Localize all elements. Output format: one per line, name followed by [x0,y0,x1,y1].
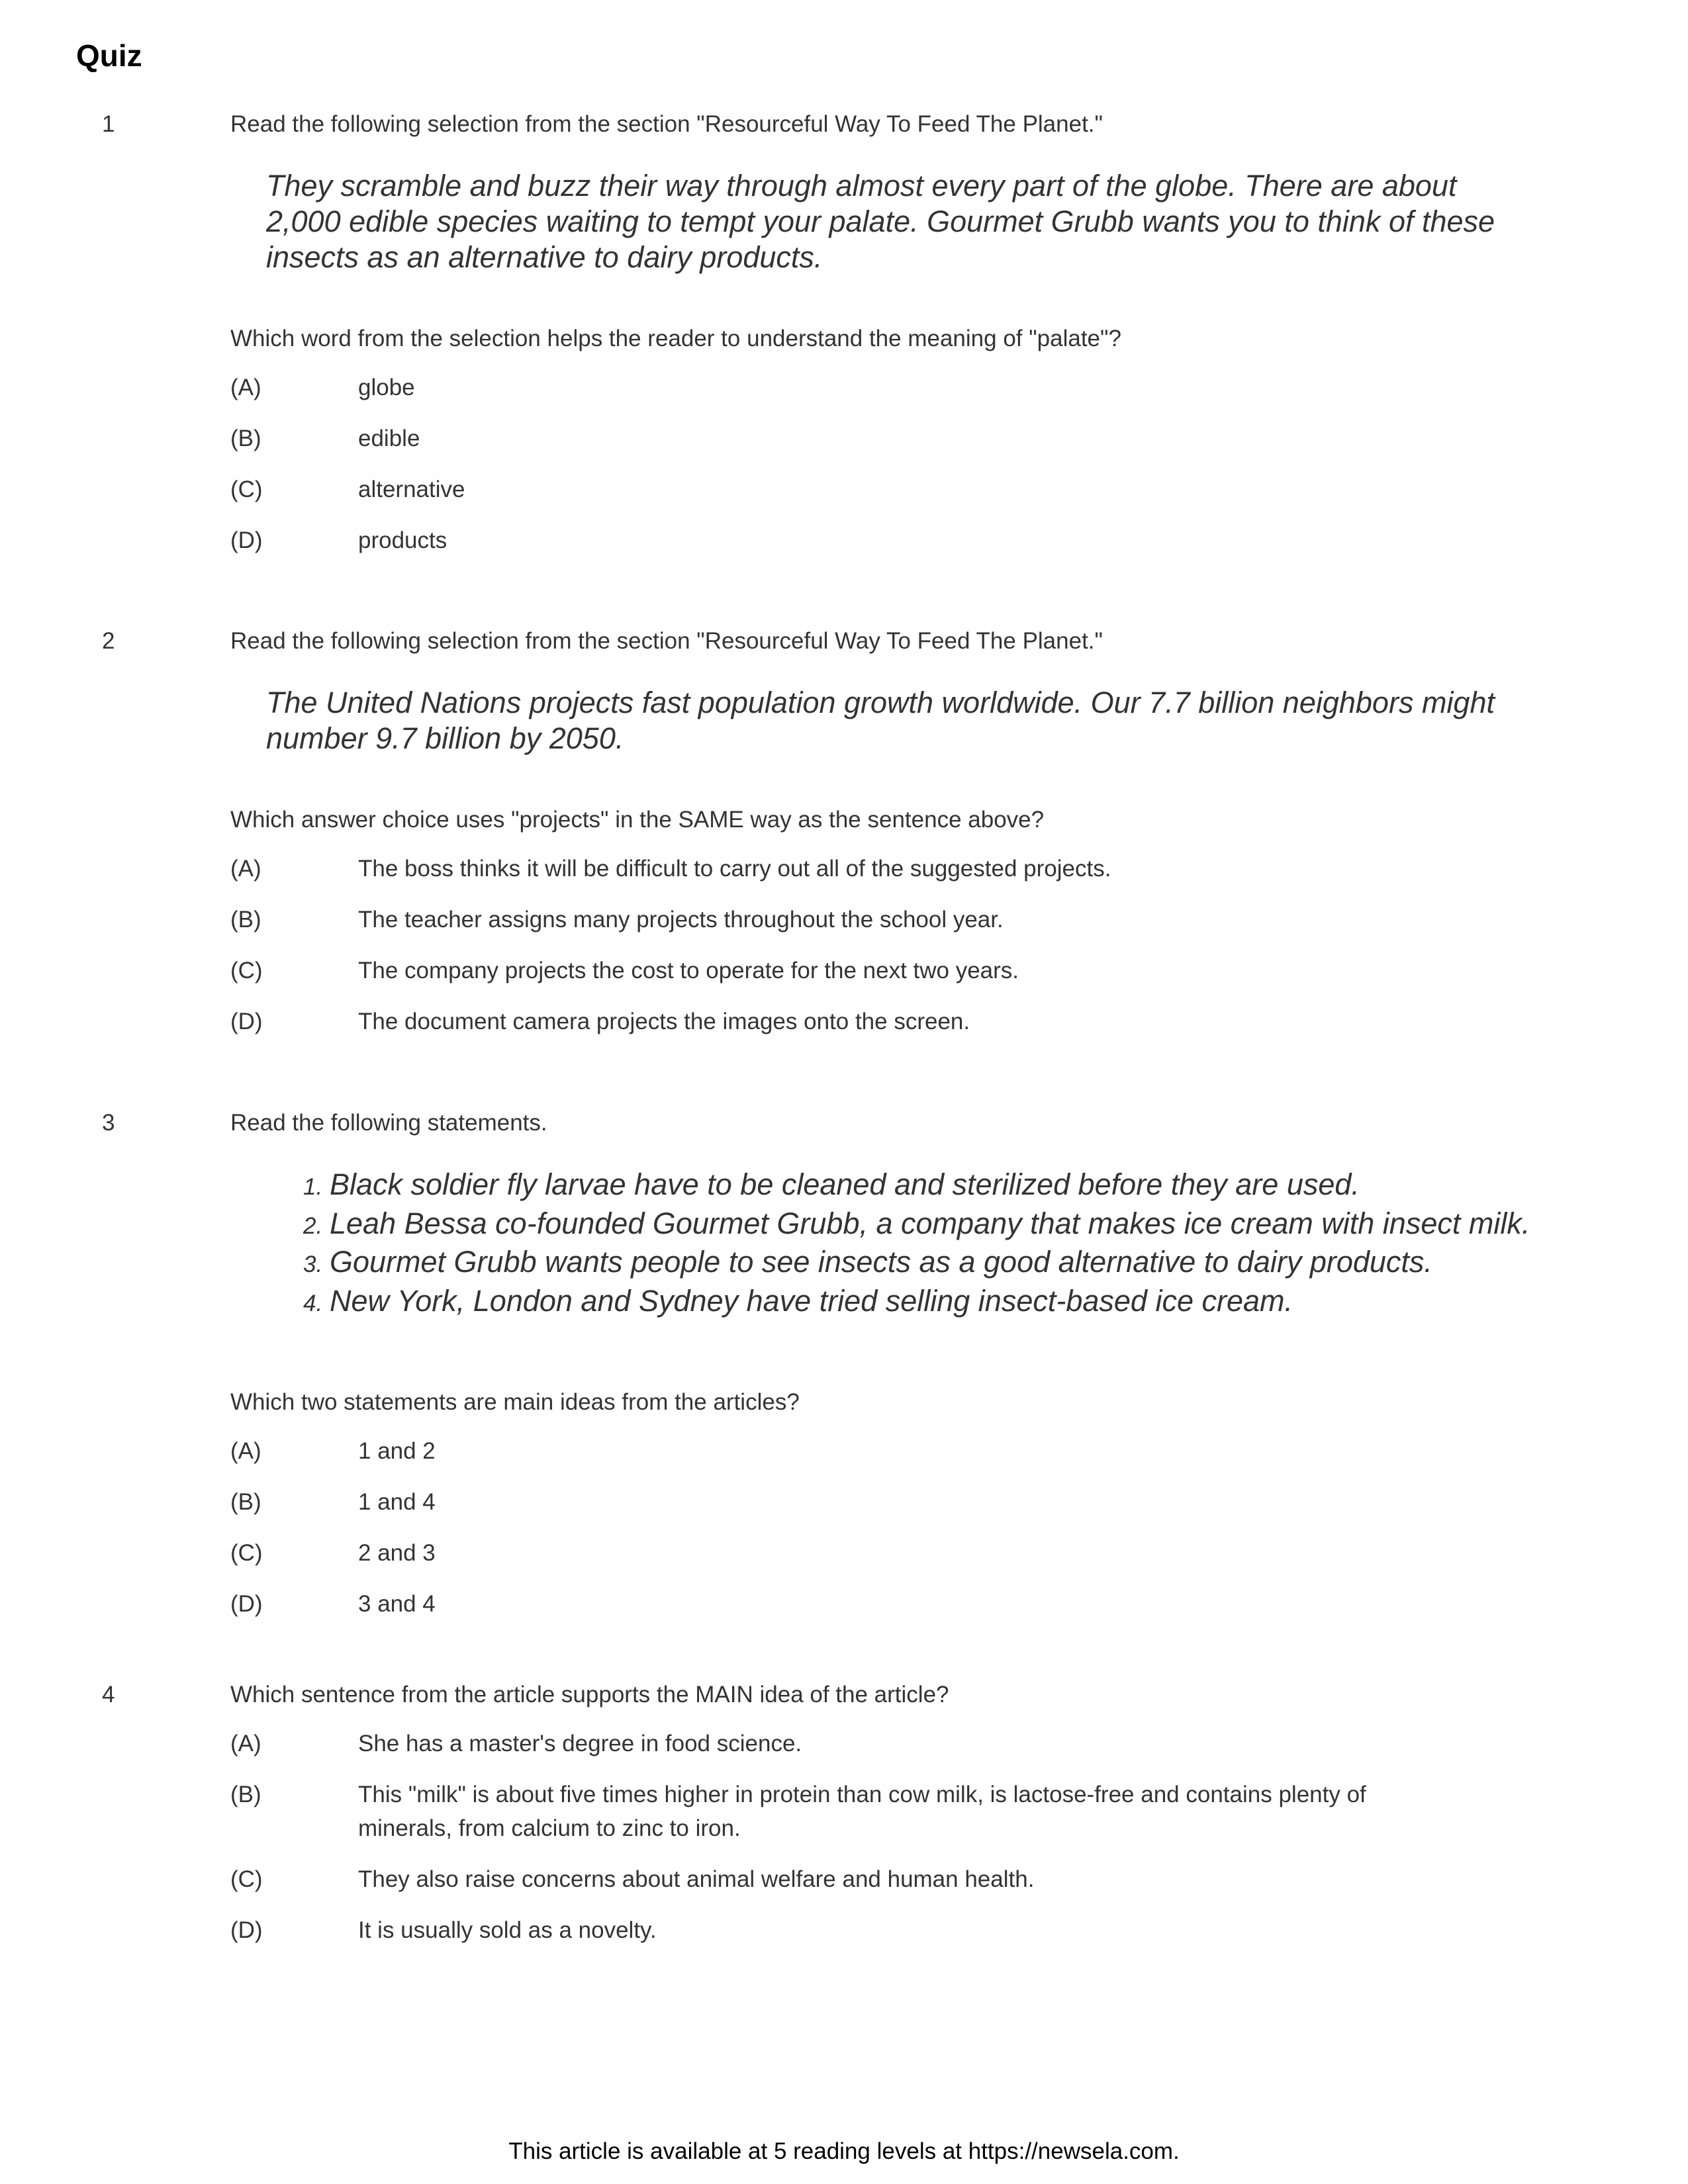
page-title: Quiz [76,38,142,73]
statement-number: 4. [303,1290,323,1316]
answer-choice-c[interactable] [230,1536,1488,1570]
answer-choice-a[interactable] [230,1434,1488,1468]
choice-letter: (A) [230,1731,261,1756]
passage-excerpt: The United Nations projects fast population growth worldwide. Our 7.7 billion neighbors might number 9.7 billion by 2050. [266,686,1495,755]
question-number: 3 [102,1110,115,1136]
choice-text: The document camera projects the images onto the screen. [358,1009,970,1034]
choice-letter: (A) [230,856,261,882]
question-body [230,627,1495,1038]
choice-text: 3 and 4 [358,1591,436,1617]
choice-letter: (A) [230,1438,261,1464]
answer-choices [230,1727,1488,1947]
statement-text: Gourmet Grubb wants people to see insects as a good alternative to dairy products. [330,1245,1432,1279]
choice-letter: (D) [230,527,263,553]
choice-letter: (D) [230,1009,263,1034]
choice-text: They also raise concerns about animal welfare and human health. [358,1866,1035,1892]
statement-item [303,1244,1488,1283]
question-body [230,110,1495,557]
answer-choices [230,1434,1488,1621]
question-text: Which answer choice uses "projects" in the SAME way as the sentence above? [230,807,1045,833]
answer-choice-d[interactable] [230,523,1488,557]
passage-excerpt: They scramble and buzz their way through almost every part of the globe. There are about 2,000 edible species waiting to tempt your palate. Gourmet Grubb wants you to think of these insects as an alternative to dairy products. [266,169,1495,274]
choice-letter: (B) [230,1782,261,1807]
choice-text: edible [358,426,420,451]
answer-choice-b[interactable] [230,422,1488,455]
answer-choices [230,852,1488,1038]
answer-choice-c[interactable] [230,1862,1488,1896]
statement-text: New York, London and Sydney have tried selling insect-based ice cream. [330,1283,1293,1318]
question-text: Which sentence from the article supports the MAIN idea of the article? [230,1682,949,1707]
choice-text: globe [358,375,415,400]
question-body [230,1109,1530,1621]
question-prompt: Read the following statements. [230,1110,547,1136]
choice-letter: (A) [230,375,261,400]
statement-item [303,1283,1488,1322]
choice-letter: (C) [230,1540,263,1566]
choice-letter: (D) [230,1917,263,1943]
choice-text: 1 and 2 [358,1438,436,1464]
statement-number: 2. [303,1212,323,1239]
choice-text: alternative [358,477,465,502]
question-prompt: Read the following selection from the section "Resourceful Way To Feed The Planet." [230,628,1103,654]
statement-item [303,1167,1488,1206]
choice-letter: (B) [230,907,261,933]
answer-choice-d[interactable] [230,1587,1488,1621]
answer-choice-d[interactable] [230,1005,1488,1038]
choice-letter: (B) [230,1489,261,1515]
answer-choice-c[interactable] [230,473,1488,506]
choice-text: The boss thinks it will be difficult to carry out all of the suggested projects. [358,856,1111,882]
statement-list [303,1167,1530,1322]
choice-letter: (D) [230,1591,263,1617]
statement-text: Black soldier fly larvae have to be cleaned and sterilized before they are used. [330,1167,1360,1201]
choice-letter: (C) [230,1866,263,1892]
question-text: Which word from the selection helps the reader to understand the meaning of "palate"? [230,326,1121,351]
question-number: 1 [102,111,115,137]
answer-choice-b[interactable] [230,903,1488,936]
answer-choice-b[interactable] [230,1778,1488,1845]
choice-text: It is usually sold as a novelty. [358,1917,657,1943]
choice-letter: (B) [230,426,261,451]
question-text: Which two statements are main ideas from the articles? [230,1389,800,1415]
choice-letter: (C) [230,477,263,502]
choice-text: products [358,527,447,553]
answer-choice-a[interactable] [230,371,1488,404]
choice-text: 2 and 3 [358,1540,436,1566]
answer-choices [230,371,1488,557]
question-number: 4 [102,1682,115,1707]
answer-choice-c[interactable] [230,954,1488,987]
choice-text: The teacher assigns many projects throughout the school year. [358,907,1004,933]
statement-number: 1. [303,1174,323,1200]
page-footer: This article is available at 5 reading levels at https://newsela.com. [508,2138,1180,2164]
question-number: 2 [102,628,115,654]
statement-number: 3. [303,1251,323,1277]
answer-choice-a[interactable] [230,1727,1488,1760]
choice-letter: (C) [230,958,263,983]
choice-text: The company projects the cost to operate for the next two years. [358,958,1019,983]
question-prompt: Read the following selection from the section "Resourceful Way To Feed The Planet." [230,111,1103,137]
choice-text: 1 and 4 [358,1489,436,1515]
statement-text: Leah Bessa co-founded Gourmet Grubb, a company that makes ice cream with insect milk. [330,1206,1530,1240]
choice-text: This "milk" is about five times higher in protein than cow milk, is lactose-free and contains plenty of minerals, from calcium to zinc to iron. [358,1782,1366,1841]
answer-choice-b[interactable] [230,1485,1488,1519]
answer-choice-d[interactable] [230,1913,1488,1947]
statement-item [303,1206,1530,1245]
question-body [230,1680,1488,1947]
choice-text: She has a master's degree in food science. [358,1731,802,1756]
answer-choice-a[interactable] [230,852,1488,886]
